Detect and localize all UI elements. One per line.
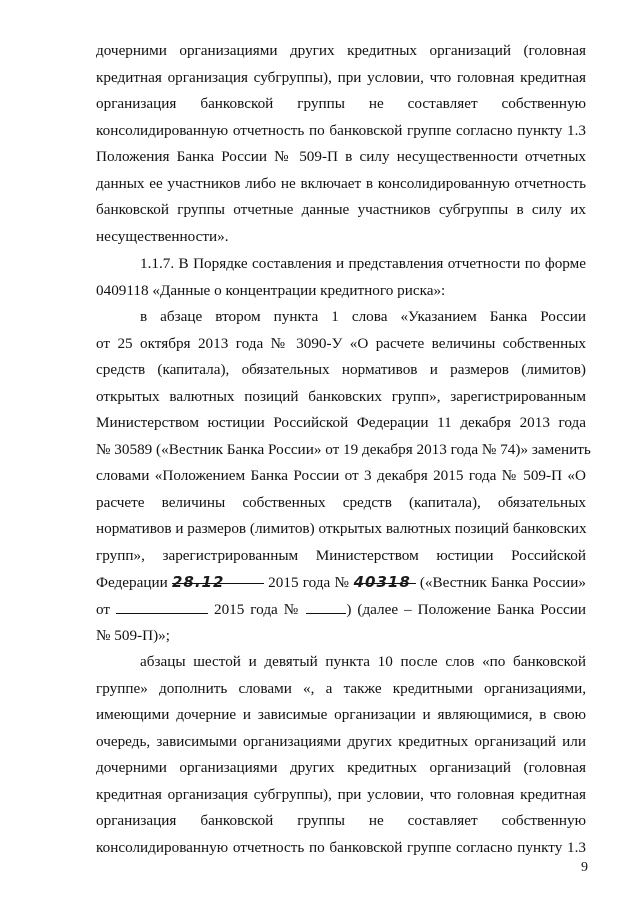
text-line: групп», зарегистрированным Министерством юстиции Российской (96, 546, 586, 564)
text-line: группе» дополнить словами «, а также кредитными организациями, (96, 679, 586, 697)
text-line: дочерними организациями других кредитных организаций (головная (96, 759, 586, 776)
text-line: № 509-П)»; (96, 627, 170, 644)
bulletin-line (96, 597, 586, 624)
text-line: очередь, зависимыми организациями других кредитных организаций или (96, 732, 586, 750)
text-line: № 30589 («Вестник Банка России» от 19 декабря 2013 года № 74)» заменить (96, 440, 591, 458)
text-line: банковской группы отчетные данные участников субгруппы в силу их (96, 201, 586, 218)
text-line: в абзаце втором пункта 1 слова «Указанием Банка России (140, 308, 586, 325)
text-line: дочерними организациями других кредитных организаций (головная (96, 42, 586, 59)
registration-number-field[interactable] (353, 569, 416, 591)
text-line: 1.1.7. В Порядке составления и представления отчетности по форме (140, 255, 586, 272)
text-line: данных ее участников либо не включает в консолидированную отчетность (96, 174, 586, 192)
text-line: Положения Банка России № 509-П в силу несущественности отчетных (96, 148, 586, 165)
bulletin-text: («Вестник Банка России» (419, 574, 587, 591)
text-line: имеющими дочерние и зависимые организации и являющимися, в свою (96, 706, 586, 723)
page-number: 9 (581, 860, 588, 875)
text-line: от 25 октября 2013 года № 3090-У «О расчете величины собственных (96, 334, 586, 352)
handwritten-number: 40318 (353, 573, 411, 591)
paragraph-1 (96, 38, 586, 250)
text-line: кредитная организация субгруппы), при условии, что головная кредитная (96, 68, 586, 86)
year-number-text: 2015 года № (268, 574, 350, 591)
text-line: организация банковской группы не составляет собственную (96, 95, 586, 112)
text-line: несущественности». (96, 227, 229, 245)
bulletin-number-field[interactable] (306, 599, 346, 614)
registration-line (96, 569, 586, 597)
paragraph-3 (96, 304, 591, 650)
text-line: словами «Положением Банка России от 3 декабря 2015 года № 509-П «О (96, 467, 586, 484)
text-line: 0409118 «Данные о концентрации кредитного риска»: (96, 281, 446, 299)
handwritten-date: 28.12 (171, 573, 225, 591)
text-line: Министерством юстиции Российской Федерации 11 декабря 2013 года (96, 414, 586, 431)
federation-word: Федерации (96, 574, 168, 591)
text-line: открытых валютных позиций банковских групп», зарегистрированным (96, 387, 586, 405)
registration-date-field[interactable] (171, 569, 264, 591)
text-line: абзацы шестой и девятый пункта 10 после слов «по банковской (140, 653, 586, 670)
text-line: нормативов и размеров (лимитов) открытых валютных позиций банковских (96, 520, 587, 537)
text-line: консолидированную отчетность по банковской группе согласно пункту 1.3 (96, 838, 586, 856)
year-number-text: 2015 года № (213, 600, 301, 618)
text-line: расчете величины собственных средств (капитала), обязательных (96, 493, 586, 511)
paragraph-4 (96, 649, 586, 861)
text-line: организация банковской группы не составляет собственную (96, 812, 586, 829)
bulletin-date-field[interactable] (116, 599, 208, 614)
text-line: кредитная организация субгруппы), при условии, что головная кредитная (96, 785, 586, 803)
text-line: средств (капитала), обязательных нормативов и размеров (лимитов) (96, 361, 586, 378)
from-word: от (96, 600, 111, 618)
text-line: консолидированную отчетность по банковской группе согласно пункту 1.3 (96, 121, 586, 139)
hereinafter-text: ) (далее – Положение Банка России (346, 600, 587, 618)
paragraph-2 (96, 251, 586, 304)
